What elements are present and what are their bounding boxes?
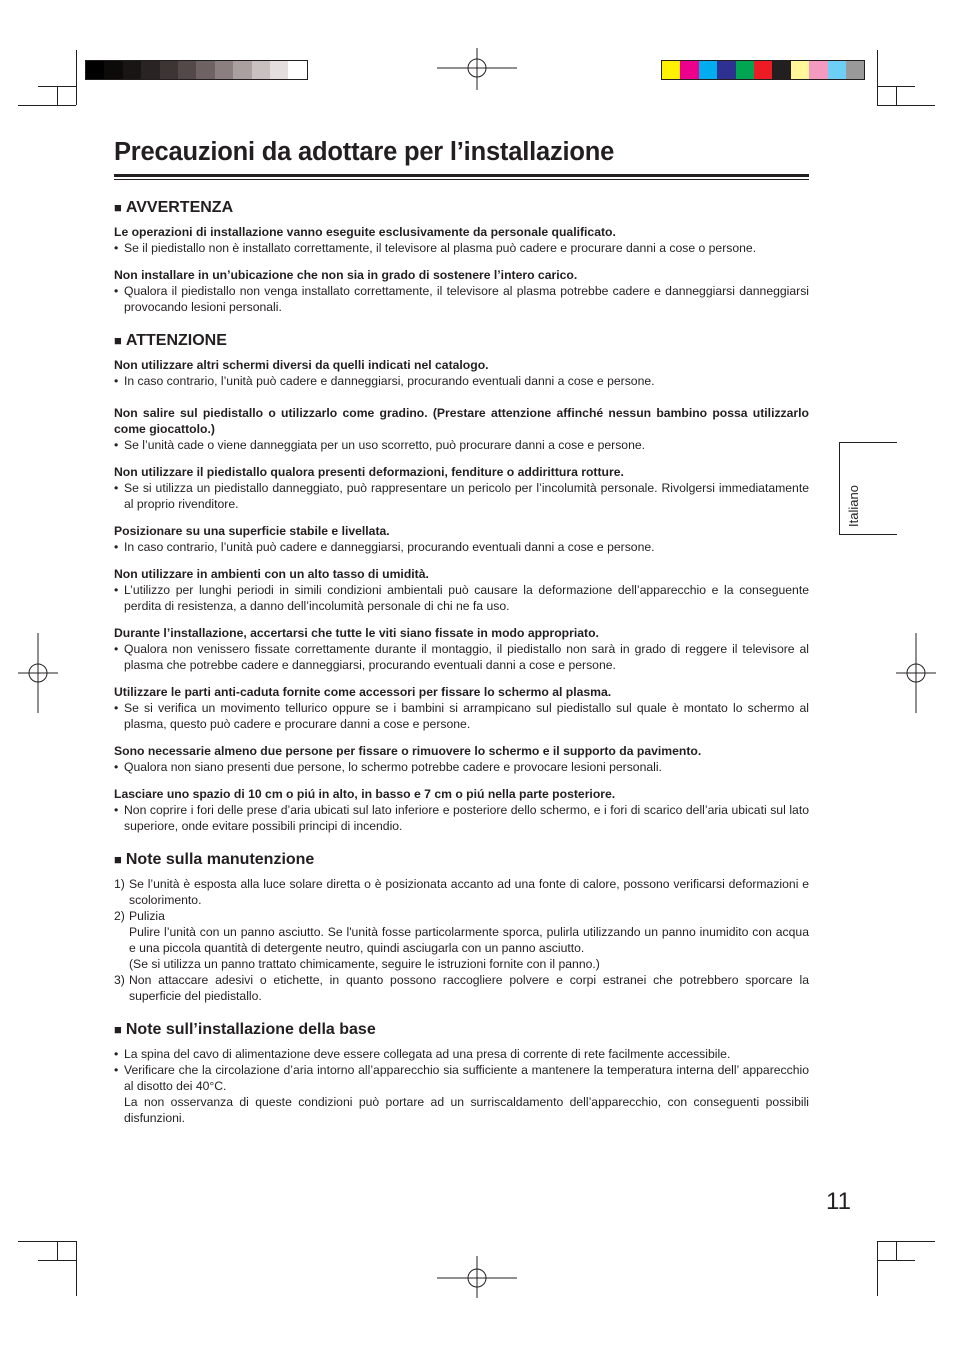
main-content [114, 198, 809, 1126]
bullet-item: • L’utilizzo per lunghi periodi in simili condizioni ambientali può causare la deformazione dell’apparecchio e la conseguente perdita di resistenza, a danno dell’incolumità personale di chi ne fa uso. [114, 583, 809, 613]
color-swatch [699, 61, 717, 79]
color-swatch [680, 61, 698, 79]
language-side-tab [839, 442, 897, 535]
registration-mark-right [876, 633, 954, 713]
color-swatch [809, 61, 827, 79]
numbered-item: 3) Non attaccare adesivi o etichette, in quanto possono raccogliere polvere e corpi estranei che potrebbero sporcare la superficie del piedistallo. [114, 973, 809, 1003]
color-swatch [196, 61, 214, 79]
gray-calibration-bar [85, 60, 308, 80]
color-swatch [141, 61, 159, 79]
title-rule-thin [114, 179, 809, 180]
registration-mark-bottom [437, 1238, 517, 1318]
caution-title: Sono necessarie almeno due persone per fissare o rimuovere lo schermo e il supporto da pavimento. [114, 744, 702, 758]
bullet-item: • Se si verifica un movimento tellurico oppure se i bambini si arrampicano sul piedistallo sul quale è montato lo schermo al plasma, questo può cadere e procurare danni a cose e persone. [114, 701, 809, 731]
section-marker-icon: ■ [114, 200, 122, 215]
caution-title: Non utilizzare il piedistallo qualora presenti deformazioni, fenditure o addirittura rotture. [114, 465, 624, 479]
section-heading-base: ■ Note sull’installazione della base [114, 1021, 376, 1038]
color-swatch [754, 61, 772, 79]
color-swatch [252, 61, 270, 79]
cleaning-title: Pulizia [129, 909, 165, 923]
color-swatch [791, 61, 809, 79]
bullet-item: • Qualora il piedistallo non venga installato correttamente, il televisore al plasma potrebbe cadere e danneggiarsi danneggiarsi provocando lesioni personali. [114, 284, 809, 314]
page-number: 11 [826, 1188, 851, 1215]
color-swatch [178, 61, 196, 79]
bullet-item: • In caso contrario, l’unità può cadere e danneggiarsi, procurando eventuali danni a cose e persone. [114, 540, 655, 554]
bullet-item: • Non coprire i fori delle prese d’aria ubicati sul lato inferiore e posteriore dello schermo, e i fori di scarico dell’aria ubicati sul lato superiore, onde evitare possibili principi di incendio. [114, 803, 809, 833]
caution-title: Non salire sul piedistallo o utilizzarlo come gradino. (Prestare attenzione affinché nessun bambino possa utilizzarlo come giocattolo.) [114, 406, 809, 436]
color-swatch [160, 61, 178, 79]
section-heading-attenzione: ■ ATTENZIONE [114, 332, 227, 349]
page-title: Precauzioni da adottare per l’installazione [114, 138, 615, 166]
caution-title: Lasciare uno spazio di 10 cm o piú in alto, in basso e 7 cm o piú nella parte posteriore. [114, 787, 616, 801]
base-note: La non osservanza di queste condizioni può portare ad un surriscaldamento dell’apparecchio, con conseguenti possibili disfunzioni. [124, 1095, 809, 1125]
bullet-item: • Qualora non siano presenti due persone, lo schermo potrebbe cadere e provocare lesioni personali. [114, 760, 662, 774]
color-swatch [717, 61, 735, 79]
language-label: Italiano [846, 485, 861, 527]
color-swatch [288, 61, 306, 79]
color-swatch [736, 61, 754, 79]
color-swatch [846, 61, 864, 79]
color-swatch [123, 61, 141, 79]
section-marker-icon: ■ [114, 1022, 122, 1037]
cleaning-note: (Se si utilizza un panno trattato chimicamente, seguire le istruzioni fornite con il panno.) [129, 957, 600, 971]
section-heading-manutenzione: ■ Note sulla manutenzione [114, 851, 315, 868]
title-rule-thick [114, 174, 809, 177]
registration-mark-top [437, 28, 517, 108]
color-swatch [86, 61, 104, 79]
registration-mark-left [0, 633, 80, 713]
color-swatch [104, 61, 122, 79]
color-swatch [215, 61, 233, 79]
color-swatch [662, 61, 680, 79]
numbered-item: 1) Se l’unità è esposta alla luce solare diretta o è posizionata accanto ad una fonte di calore, possono verificarsi deformazioni e scolorimento. [114, 877, 809, 907]
caution-title: Non utilizzare in ambienti con un alto tasso di umidità. [114, 567, 429, 581]
bullet-item: • In caso contrario, l’unità può cadere e danneggiarsi, procurando eventuali danni a cose e persone. [114, 374, 655, 388]
bullet-item: • Qualora non venissero fissate correttamente durante il montaggio, il piedistallo non sarà in grado di reggere il televisore al plasma che potrebbe cadere e danneggiarsi, procurando eventuali danni a cose e persone. [114, 642, 809, 672]
color-calibration-bar [661, 60, 865, 80]
cleaning-text: Pulire l’unità con un panno asciutto. Se l'unità fosse particolarmente sporca, pulirla utilizzando un panno inumidito con acqua e una piccola quantità di detergente neutro, quindi asciugarla con un panno asciutto. [129, 925, 809, 955]
bullet-item: • Se l’unità cade o viene danneggiata per un uso scorretto, può procurare danni a cose e persone. [114, 438, 646, 452]
color-swatch [270, 61, 288, 79]
caution-title: Utilizzare le parti anti-caduta fornite come accessori per fissare lo schermo al plasma. [114, 685, 612, 699]
warning-title: Le operazioni di installazione vanno eseguite esclusivamente da personale qualificato. [114, 225, 616, 239]
caution-title: Posizionare su una superficie stabile e livellata. [114, 524, 390, 538]
caution-title: Durante l’installazione, accertarsi che tutte le viti siano fissate in modo appropriato. [114, 626, 599, 640]
warning-title: Non installare in un’ubicazione che non sia in grado di sostenere l’intero carico. [114, 268, 578, 282]
bullet-item: • Se si utilizza un piedistallo danneggiato, può rappresentare un pericolo per l’incolumità personale. Rivolgersi immediatamente al proprio rivenditore. [114, 481, 809, 511]
color-swatch [828, 61, 846, 79]
section-marker-icon: ■ [114, 333, 122, 348]
bullet-item: • Verificare che la circolazione d’aria intorno all’apparecchio sia sufficiente a mantenere la temperatura interna dell’ apparecchio al disotto dei 40°C. La non osservanza di queste condizioni può portare ad un surriscaldamento dell’apparecchio, con conseguenti possibili disfunzioni. [114, 1063, 809, 1125]
color-swatch [233, 61, 251, 79]
color-swatch [772, 61, 790, 79]
section-heading-avvertenza: ■ AVVERTENZA [114, 199, 234, 216]
bullet-item: • La spina del cavo di alimentazione deve essere collegata ad una presa di corrente di rete facilmente accessibile. [114, 1047, 731, 1061]
section-marker-icon: ■ [114, 852, 122, 867]
numbered-item: 2) Pulizia Pulire l’unità con un panno asciutto. Se l'unità fosse particolarmente sporca, pulirla utilizzando un panno inumidito con acqua e una piccola quantità di detergente neutro, quindi asciugarla con un panno asciutto. (Se si utilizza un panno trattato chimicamente, seguire le istruzioni fornite con il panno.) [114, 909, 809, 971]
caution-title: Non utilizzare altri schermi diversi da quelli indicati nel catalogo. [114, 358, 489, 372]
bullet-item: • Se il piedistallo non è installato correttamente, il televisore al plasma può cadere e procurare danni a cose o persone. [114, 241, 757, 255]
